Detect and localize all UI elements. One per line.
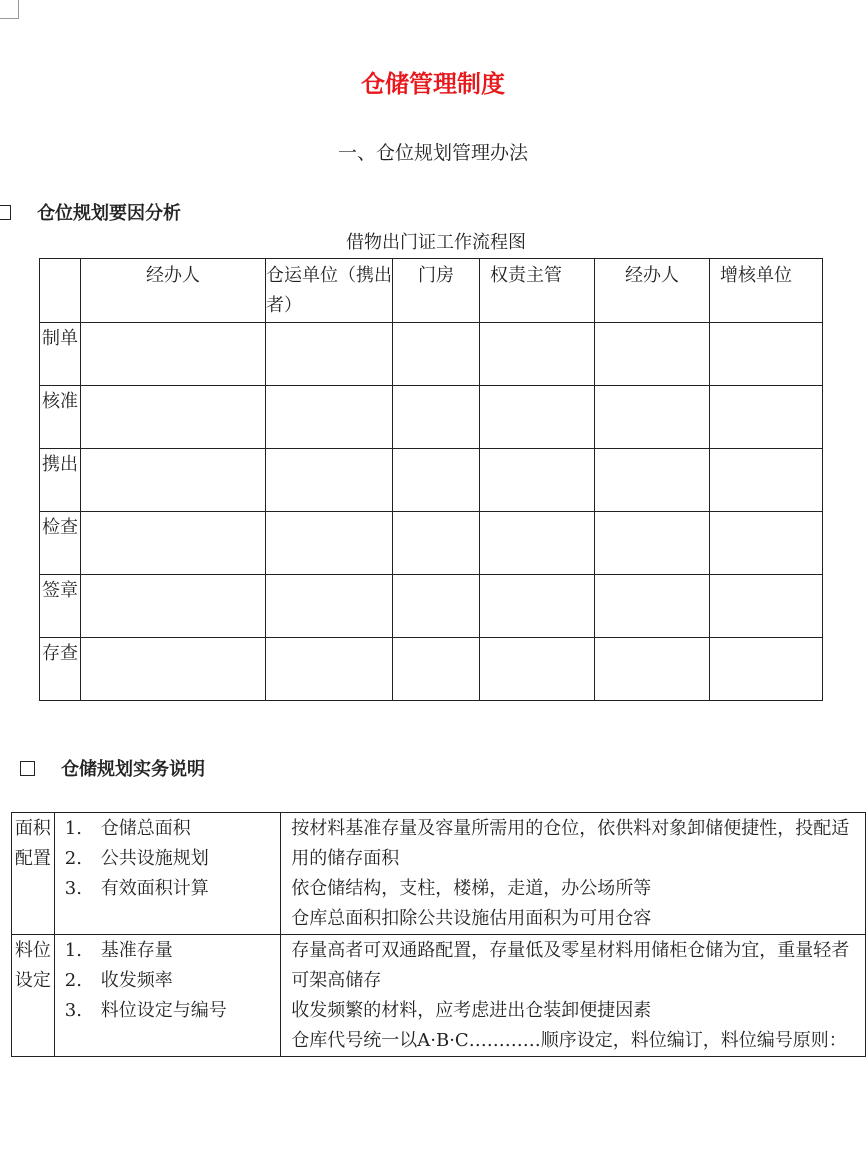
header-cell: 经办人 (595, 259, 710, 323)
document-title: 仓储管理制度 (361, 70, 505, 98)
list-item: 1. 基准存量 (64, 940, 173, 961)
checkbox-icon (20, 761, 35, 776)
description-line: 存量高者可双通路配置，存量低及零星材料用储柜仓储为宜，重量轻者可架高储存 (291, 940, 850, 991)
practice-table (11, 812, 866, 1057)
list-item: 2. 收发频率 (64, 970, 173, 991)
section-heading-1 (0, 199, 181, 225)
header-cell: 权责主管 (480, 259, 595, 323)
heading-text: 仓储规划实务说明 (61, 759, 205, 780)
description-cell (281, 935, 866, 1057)
header-cell: 增核单位 (710, 259, 823, 323)
description-line: 收发频繁的材料，应考虑进出仓装卸便捷因素 (291, 1000, 652, 1021)
table-row (40, 575, 823, 638)
table-header-row (40, 259, 823, 323)
list-item: 3. 料位设定与编号 (64, 1000, 227, 1021)
description-line: 按材料基准存量及容量所需用的仓位，依供料对象卸储便捷性，投配适用的储存面积 (291, 818, 850, 869)
description-line: 依仓储结构，支柱，楼梯，走道，办公场所等 (291, 878, 652, 899)
table-row (40, 638, 823, 701)
table-row (12, 935, 866, 1057)
row-label: 制单 (40, 323, 81, 386)
item-list (54, 813, 280, 935)
table-caption: 借物出门证工作流程图 (346, 232, 526, 253)
row-label: 核准 (40, 386, 81, 449)
crop-mark (0, 0, 19, 19)
header-cell: 门房 (393, 259, 480, 323)
corner-cell (40, 259, 81, 323)
header-cell: 经办人 (81, 259, 266, 323)
row-label: 检查 (40, 512, 81, 575)
checkbox-icon (0, 205, 11, 220)
header-cell: 仓运单位（携出者） (266, 259, 393, 323)
heading-text: 仓位规划要因分析 (37, 203, 181, 224)
table-row (40, 386, 823, 449)
description-cell (281, 813, 866, 935)
table-row (40, 512, 823, 575)
table-row (40, 449, 823, 512)
flow-table (39, 258, 823, 701)
description-line: 仓库总面积扣除公共设施估用面积为可用仓容 (291, 908, 652, 929)
row-label: 面积配置 (12, 813, 55, 935)
list-item: 1. 仓储总面积 (64, 818, 191, 839)
row-label: 料位设定 (12, 935, 55, 1057)
row-label: 签章 (40, 575, 81, 638)
section-heading-2 (20, 755, 205, 781)
list-item: 2. 公共设施规划 (64, 848, 209, 869)
row-label: 存查 (40, 638, 81, 701)
description-line: 仓库代号统一以A·B·C…………顺序设定，料位编订，料位编号原则： (291, 1030, 847, 1051)
section-subtitle: 一、仓位规划管理办法 (337, 142, 528, 164)
table-row (40, 323, 823, 386)
item-list (54, 935, 280, 1057)
list-item: 3. 有效面积计算 (64, 878, 209, 899)
row-label: 携出 (40, 449, 81, 512)
table-row (12, 813, 866, 935)
